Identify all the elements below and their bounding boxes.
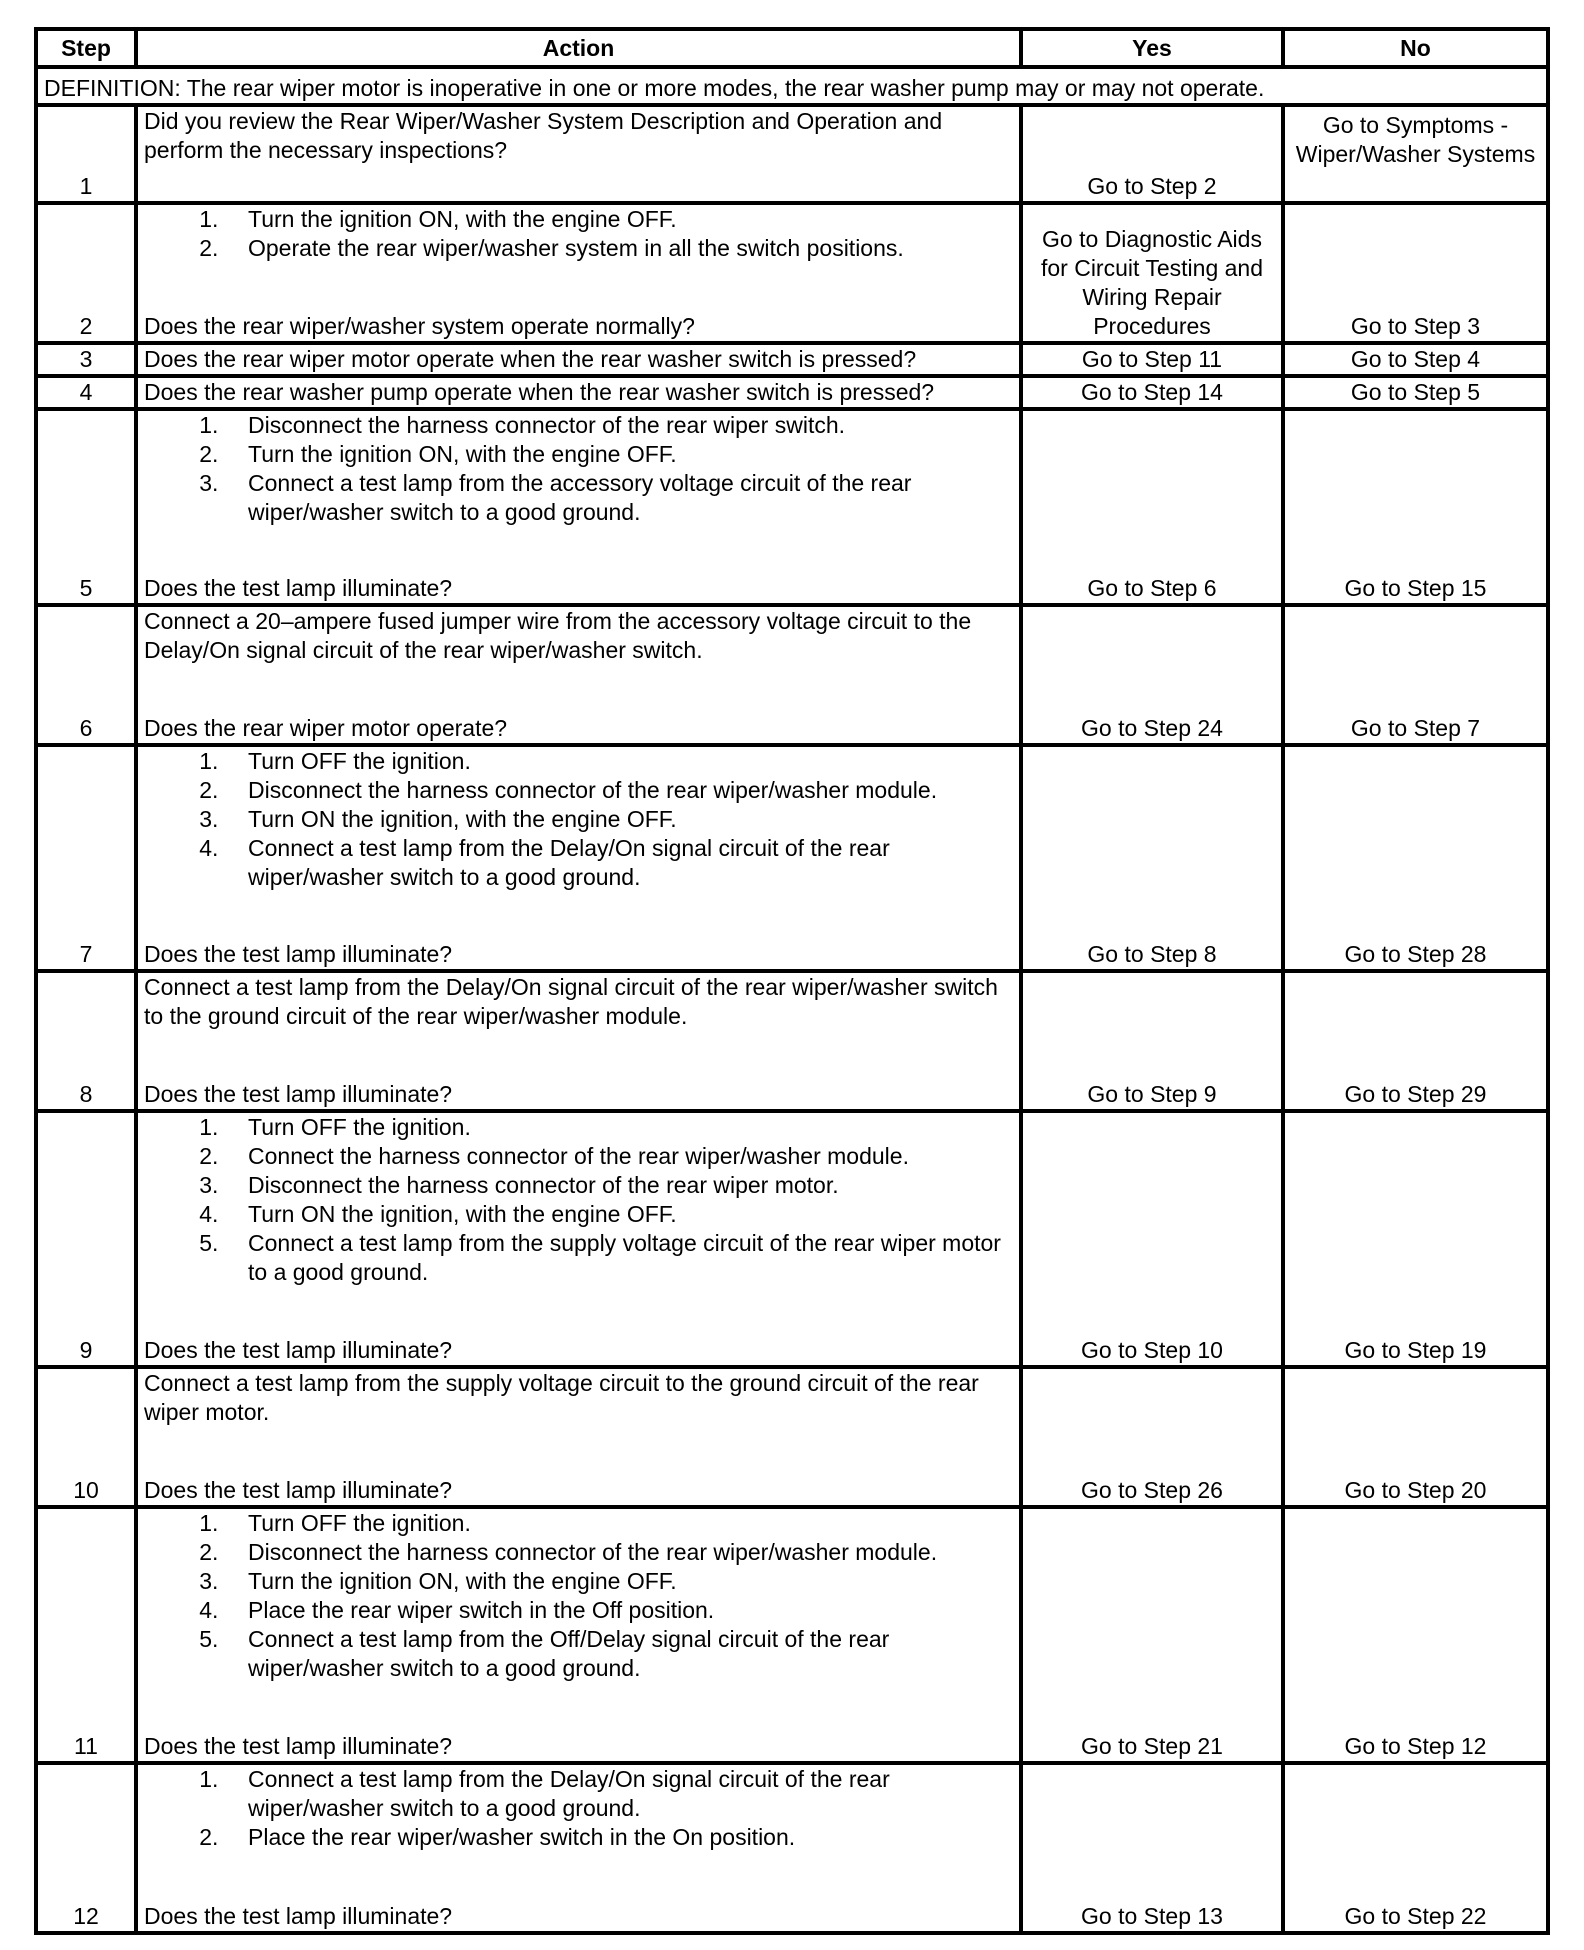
no-result: Go to Step 19	[1283, 1111, 1548, 1367]
action-cell	[136, 745, 1021, 971]
no-result: Go to Step 15	[1283, 409, 1548, 605]
step-number: 2	[36, 203, 136, 343]
action-step-item: 2. Connect the harness connector of the rear wiper/washer module.	[244, 1142, 1013, 1171]
no-result: Go to Step 12	[1283, 1507, 1548, 1763]
action-text: Connect a test lamp from the supply voltage circuit to the ground circuit of the rear wiper motor.	[144, 1370, 979, 1425]
action-step-item: 3. Disconnect the harness connector of the rear wiper motor.	[244, 1171, 1013, 1200]
yes-result: Go to Step 26	[1021, 1367, 1283, 1507]
step-number: 6	[36, 605, 136, 745]
table-row	[36, 343, 1548, 376]
table-row	[36, 376, 1548, 409]
action-question: Does the test lamp illuminate?	[144, 1477, 453, 1503]
action-text: Does the rear wiper motor operate when the rear washer switch is pressed?	[144, 346, 917, 372]
table-row	[36, 1367, 1548, 1507]
no-result: Go to Step 7	[1283, 605, 1548, 745]
action-step-item: 5. Connect a test lamp from the supply voltage circuit of the rear wiper motor to a good ground.	[244, 1229, 1013, 1287]
action-question: Does the test lamp illuminate?	[144, 1337, 453, 1363]
action-step-item: 4. Place the rear wiper switch in the Off position.	[244, 1596, 1013, 1625]
no-result: Go to Step 4	[1283, 343, 1548, 376]
step-number: 1	[36, 105, 136, 203]
table-row	[36, 203, 1548, 343]
yes-result: Go to Step 10	[1021, 1111, 1283, 1367]
yes-result: Go to Step 21	[1021, 1507, 1283, 1763]
action-cell	[136, 203, 1021, 343]
action-question: Does the test lamp illuminate?	[144, 941, 453, 967]
step-number: 7	[36, 745, 136, 971]
action-question: Does the test lamp illuminate?	[144, 575, 453, 601]
definition-text: DEFINITION: The rear wiper motor is inoperative in one or more modes, the rear washer pump may or may not operate.	[36, 67, 1548, 105]
action-step-item: 3. Turn ON the ignition, with the engine OFF.	[244, 805, 1013, 834]
step-number: 11	[36, 1507, 136, 1763]
action-step-item: 3. Connect a test lamp from the accessory voltage circuit of the rear wiper/washer switch to a good ground.	[244, 469, 1013, 527]
action-question: Does the rear wiper motor operate?	[144, 715, 508, 741]
action-step-item: 2. Operate the rear wiper/washer system in all the switch positions.	[244, 234, 1013, 263]
no-result: Go to Step 28	[1283, 745, 1548, 971]
step-number: 10	[36, 1367, 136, 1507]
action-step-item: 1. Turn OFF the ignition.	[244, 1509, 1013, 1538]
action-text: Did you review the Rear Wiper/Washer System Description and Operation and perform the necessary inspections?	[144, 108, 943, 163]
action-steps-list	[144, 1509, 1013, 1683]
action-step-item: 2. Place the rear wiper/washer switch in the On position.	[244, 1823, 1013, 1852]
action-step-item: 1. Turn OFF the ignition.	[244, 747, 1013, 776]
action-question: Does the test lamp illuminate?	[144, 1903, 453, 1929]
yes-result: Go to Step 8	[1021, 745, 1283, 971]
action-steps-list	[144, 205, 1013, 263]
action-cell	[136, 605, 1021, 745]
table-row	[36, 745, 1548, 971]
action-cell	[136, 1367, 1021, 1507]
table-row	[36, 971, 1548, 1111]
step-number: 3	[36, 343, 136, 376]
action-question: Does the test lamp illuminate?	[144, 1733, 453, 1759]
table-row	[36, 1507, 1548, 1763]
action-cell	[136, 1507, 1021, 1763]
action-step-item: 2. Disconnect the harness connector of the rear wiper/washer module.	[244, 776, 1013, 805]
step-number: 12	[36, 1763, 136, 1933]
table-row	[36, 1111, 1548, 1367]
yes-result: Go to Step 2	[1021, 105, 1283, 203]
header-row	[36, 29, 1548, 67]
action-step-item: 1. Disconnect the harness connector of the rear wiper switch.	[244, 411, 1013, 440]
table-row	[36, 605, 1548, 745]
no-result: Go to Symptoms - Wiper/Washer Systems	[1283, 105, 1548, 203]
action-cell	[136, 376, 1021, 409]
step-number: 4	[36, 376, 136, 409]
action-steps-list	[144, 1113, 1013, 1287]
no-result: Go to Step 29	[1283, 971, 1548, 1111]
table-row	[36, 105, 1548, 203]
action-step-item: 1. Connect a test lamp from the Delay/On signal circuit of the rear wiper/washer switch to a good ground.	[244, 1765, 1013, 1823]
table-row	[36, 409, 1548, 605]
header-yes: Yes	[1021, 29, 1283, 67]
action-steps-list	[144, 1765, 1013, 1852]
header-step: Step	[36, 29, 136, 67]
action-step-item: 4. Turn ON the ignition, with the engine OFF.	[244, 1200, 1013, 1229]
action-step-item: 2. Turn the ignition ON, with the engine OFF.	[244, 440, 1013, 469]
action-step-item: 5. Connect a test lamp from the Off/Delay signal circuit of the rear wiper/washer switch to a good ground.	[244, 1625, 1013, 1683]
step-number: 8	[36, 971, 136, 1111]
yes-result: Go to Step 14	[1021, 376, 1283, 409]
action-text: Connect a test lamp from the Delay/On signal circuit of the rear wiper/washer switch to the ground circuit of the rear wiper/washer module.	[144, 974, 998, 1029]
action-step-item: 4. Connect a test lamp from the Delay/On signal circuit of the rear wiper/washer switch to a good ground.	[244, 834, 1013, 892]
action-text: Does the rear washer pump operate when the rear washer switch is pressed?	[144, 379, 935, 405]
action-question: Does the rear wiper/washer system operate normally?	[144, 313, 695, 339]
action-steps-list	[144, 411, 1013, 527]
yes-result: Go to Diagnostic Aids for Circuit Testing and Wiring Repair Procedures	[1021, 203, 1283, 343]
action-step-item: 3. Turn the ignition ON, with the engine OFF.	[244, 1567, 1013, 1596]
yes-result: Go to Step 24	[1021, 605, 1283, 745]
action-cell	[136, 105, 1021, 203]
action-steps-list	[144, 747, 1013, 892]
yes-result: Go to Step 11	[1021, 343, 1283, 376]
diagnostic-table	[34, 27, 1550, 1935]
action-cell	[136, 1111, 1021, 1367]
action-cell	[136, 971, 1021, 1111]
header-action: Action	[136, 29, 1021, 67]
yes-result: Go to Step 6	[1021, 409, 1283, 605]
action-step-item: 1. Turn OFF the ignition.	[244, 1113, 1013, 1142]
no-result: Go to Step 5	[1283, 376, 1548, 409]
action-cell	[136, 409, 1021, 605]
step-number: 5	[36, 409, 136, 605]
action-question: Does the test lamp illuminate?	[144, 1081, 453, 1107]
no-result: Go to Step 3	[1283, 203, 1548, 343]
action-step-item: 1. Turn the ignition ON, with the engine OFF.	[244, 205, 1013, 234]
yes-result: Go to Step 13	[1021, 1763, 1283, 1933]
definition-row	[36, 67, 1548, 105]
action-text: Connect a 20–ampere fused jumper wire from the accessory voltage circuit to the Delay/On signal circuit of the rear wiper/washer switch.	[144, 608, 972, 663]
action-cell	[136, 1763, 1021, 1933]
action-cell	[136, 343, 1021, 376]
no-result: Go to Step 22	[1283, 1763, 1548, 1933]
action-step-item: 2. Disconnect the harness connector of the rear wiper/washer module.	[244, 1538, 1013, 1567]
step-number: 9	[36, 1111, 136, 1367]
table-row	[36, 1763, 1548, 1933]
header-no: No	[1283, 29, 1548, 67]
yes-result: Go to Step 9	[1021, 971, 1283, 1111]
no-result: Go to Step 20	[1283, 1367, 1548, 1507]
